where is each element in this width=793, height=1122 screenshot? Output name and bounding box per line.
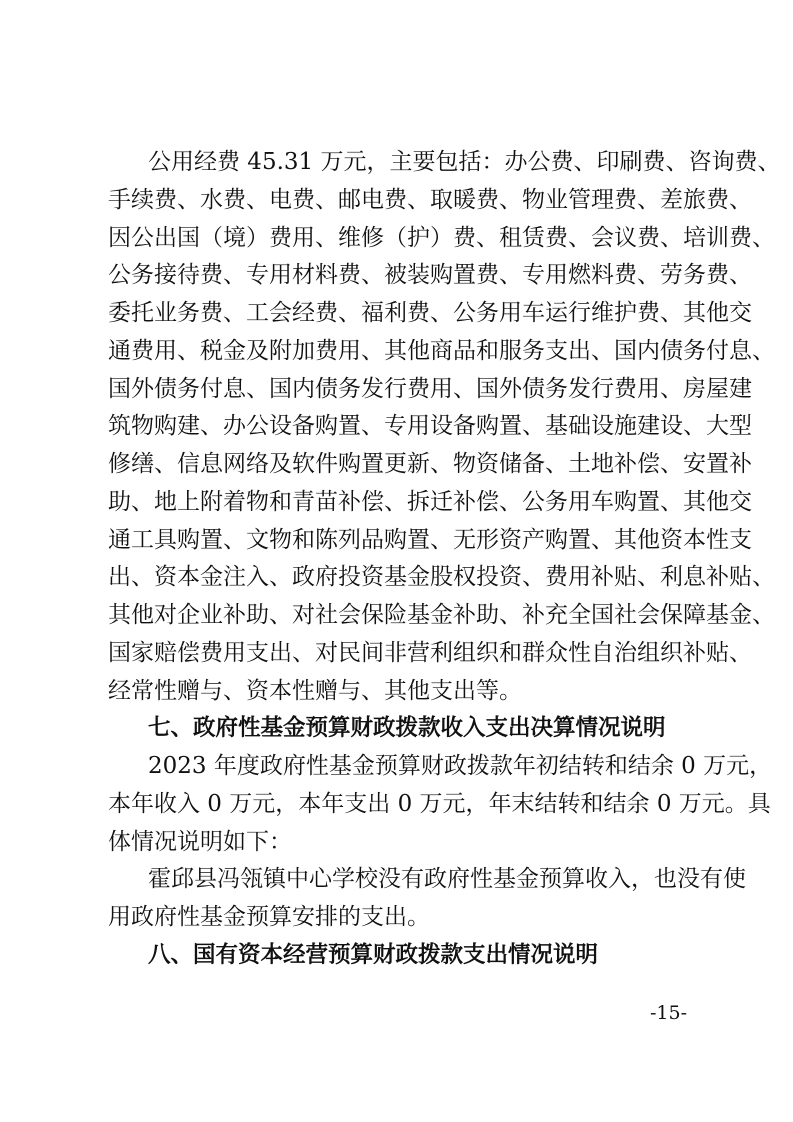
text-line: 出、资本金注入、政府投资基金股权投资、费用补贴、利息补贴、 [108, 564, 775, 591]
text-line: 2023 年度政府性基金预算财政拨款年初结转和结余 0 万元， [148, 753, 773, 779]
text-line: 通费用、税金及附加费用、其他商品和服务支出、国内债务付息、 [108, 337, 775, 364]
text-line: 因公出国（境）费用、维修（护）费、租赁费、会议费、培训费、 [108, 224, 775, 251]
text-line: 筑物购建、办公设备购置、专用设备购置、基础设施建设、大型 [108, 413, 752, 440]
text-line: 修缮、信息网络及软件购置更新、物资储备、土地补偿、安置补 [108, 451, 752, 477]
section-heading: 八、国有资本经营预算财政拨款支出情况说明 [148, 941, 599, 968]
text-line: 委托业务费、工会经费、福利费、公务用车运行维护费、其他交 [108, 300, 752, 326]
text-line: 公务接待费、专用材料费、被装购置费、专用燃料费、劳务费、 [108, 262, 752, 289]
text-line: 手续费、水费、电费、邮电费、取暖费、物业管理费、差旅费、 [108, 186, 752, 213]
text-line: 霍邱县冯瓴镇中心学校没有政府性基金预算收入，也没有使 [148, 866, 746, 893]
text-line: 国家赔偿费用支出、对民间非营利组织和群众性自治组织补贴、 [108, 639, 752, 666]
section-heading: 七、政府性基金预算财政拨款收入支出决算情况说明 [148, 715, 666, 742]
text-line: 通工具购置、文物和陈列品购置、无形资产购置、其他资本性支 [108, 526, 752, 553]
text-line: 用政府性基金预算安排的支出。 [108, 904, 430, 930]
page-number: -15- [650, 1002, 688, 1024]
text-line: 公用经费 45.31 万元，主要包括：办公费、印刷费、咨询费、 [148, 149, 781, 175]
text-line: 助、地上附着物和青苗补偿、拆迁补偿、公务用车购置、其他交 [108, 488, 752, 515]
text-line: 体情况说明如下： [108, 828, 292, 855]
text-line: 经常性赠与、资本性赠与、其他支出等。 [108, 677, 522, 704]
text-line: 本年收入 0 万元，本年支出 0 万元，年末结转和结余 0 万元。具 [108, 790, 771, 817]
text-line: 国外债务付息、国内债务发行费用、国外债务发行费用、房屋建 [108, 375, 752, 402]
text-line: 其他对企业补助、对社会保险基金补助、补充全国社会保障基金、 [108, 602, 775, 628]
